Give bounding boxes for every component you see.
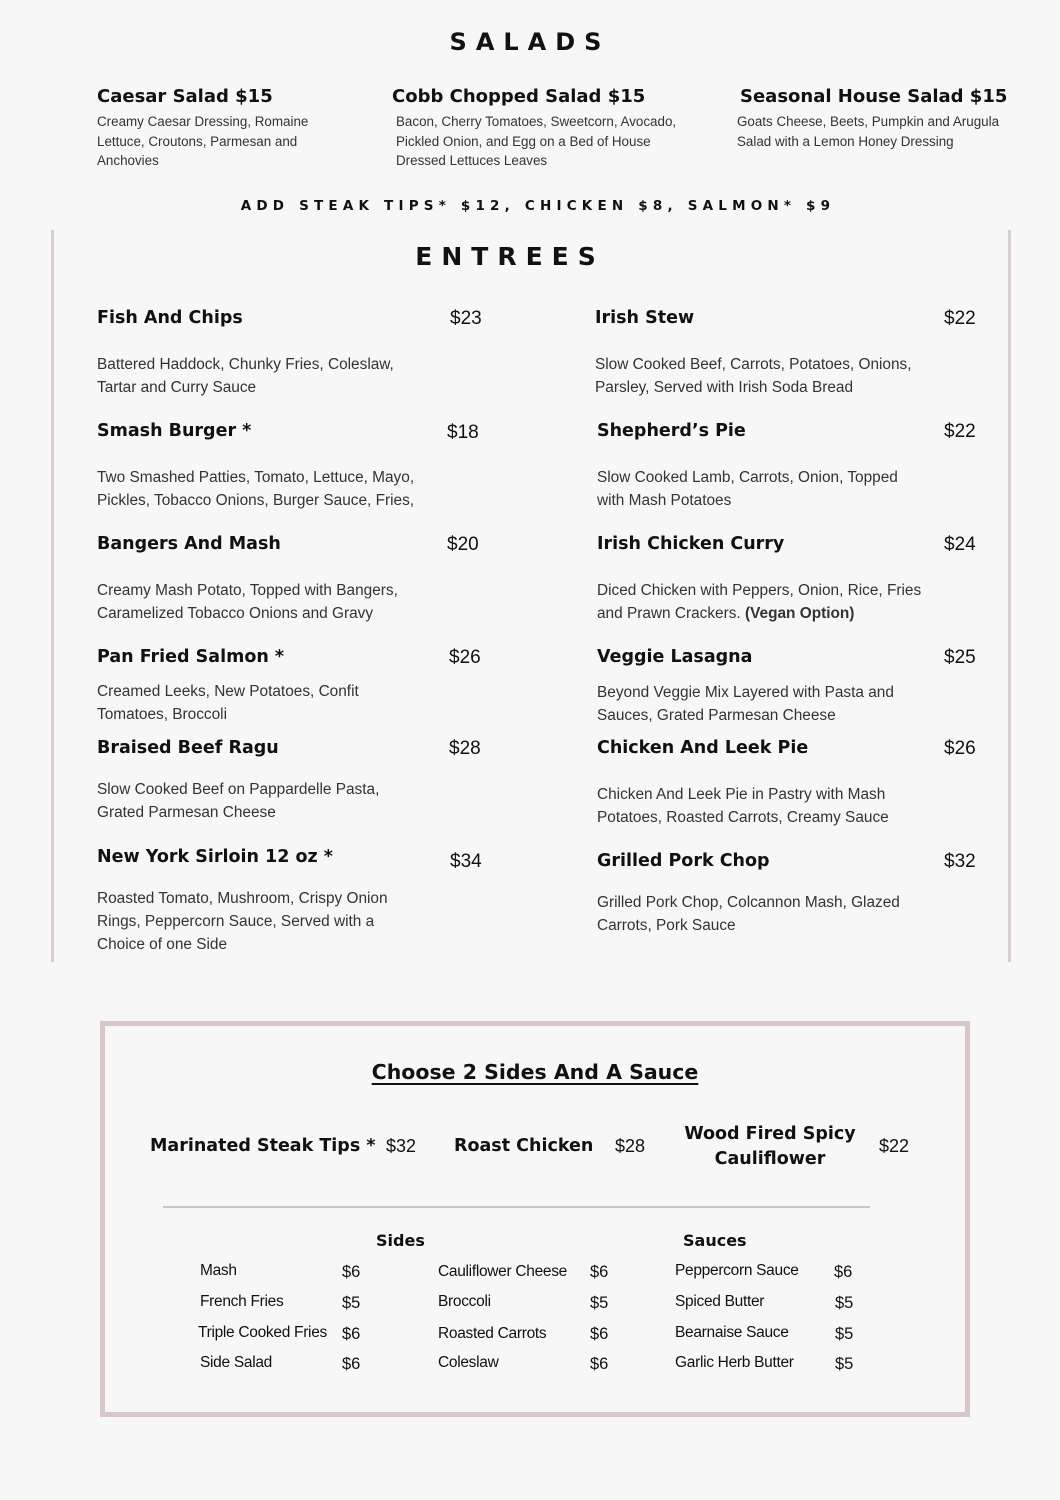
- salad-caesar: [97, 86, 347, 171]
- salad-description: Creamy Caesar Dressing, Romaine Lettuce, Croutons, Parmesan and Anchovies: [97, 114, 309, 168]
- entree-name: Braised Beef Ragu: [97, 738, 279, 758]
- salad-name: Cobb Chopped Salad $15: [392, 86, 646, 107]
- entree-description: Grilled Pork Chop, Colcannon Mash, Glazed Carrots, Pork Sauce: [597, 894, 900, 934]
- side-price: $6: [590, 1325, 609, 1343]
- divider: [163, 1206, 870, 1208]
- sauce-price: $5: [835, 1355, 854, 1373]
- side-price: $5: [342, 1294, 361, 1312]
- side-name: Side Salad: [200, 1354, 272, 1371]
- entree-description: Chicken And Leek Pie in Pastry with Mash Potatoes, Roasted Carrots, Creamy Sauce: [597, 786, 889, 826]
- sides-and-sauce-box: [100, 1021, 970, 1417]
- sauce-name: Bearnaise Sauce: [675, 1324, 789, 1341]
- salad-addons: ADD STEAK TIPS* $12, CHICKEN $8, SALMON* $9: [240, 198, 836, 214]
- entree-price: $24: [944, 534, 976, 555]
- entree-name: Irish Chicken Curry: [597, 534, 785, 554]
- side-price: $6: [590, 1355, 609, 1373]
- sauce-name: Peppercorn Sauce: [675, 1262, 799, 1279]
- side-name: Triple Cooked Fries: [198, 1324, 327, 1341]
- entrees-right-border: [1008, 230, 1011, 962]
- entree-description: Slow Cooked Beef, Carrots, Potatoes, Onions, Parsley, Served with Irish Soda Bread: [595, 356, 912, 396]
- entree-price: $20: [447, 534, 479, 555]
- entree-price: $26: [449, 647, 481, 668]
- entree-name: Chicken And Leek Pie: [597, 738, 809, 758]
- entree-price: $34: [450, 851, 482, 872]
- entree-price: $28: [449, 738, 481, 759]
- entree-description: [597, 579, 942, 625]
- salads-title: SALADS: [449, 28, 611, 56]
- side-price: $5: [590, 1294, 609, 1312]
- sides-box-title: Choose 2 Sides And A Sauce: [371, 1060, 699, 1084]
- salad-seasonal-house: [737, 86, 1017, 151]
- side-name: Mash: [200, 1262, 237, 1279]
- sauce-price: $5: [835, 1294, 854, 1312]
- side-price: $6: [590, 1263, 609, 1281]
- entree-name: Fish And Chips: [97, 308, 243, 328]
- entree-name: Smash Burger *: [97, 421, 252, 441]
- entree-description: Creamed Leeks, New Potatoes, Confit Tomatoes, Broccoli: [97, 683, 359, 723]
- entree-price: $23: [450, 308, 482, 329]
- side-price: $6: [342, 1263, 361, 1281]
- entrees-title: ENTREES: [415, 242, 605, 271]
- entree-name: Veggie Lasagna: [597, 647, 753, 667]
- salad-name: Caesar Salad $15: [97, 86, 273, 107]
- main-name: Roast Chicken: [454, 1136, 594, 1156]
- main-price: $22: [879, 1136, 910, 1156]
- entree-name: Pan Fried Salmon *: [97, 647, 285, 667]
- vegan-option-note: (Vegan Option): [744, 605, 855, 622]
- entree-price: $18: [447, 422, 479, 443]
- side-price: $6: [342, 1325, 361, 1343]
- main-price: $28: [615, 1136, 646, 1156]
- entree-name: Irish Stew: [595, 308, 695, 328]
- salad-description: Bacon, Cherry Tomatoes, Sweetcorn, Avocado, Pickled Onion, and Egg on a Bed of House Dressed Lettuces Leaves: [396, 114, 677, 168]
- side-price: $6: [342, 1355, 361, 1373]
- sauce-name: Spiced Butter: [675, 1293, 765, 1310]
- entree-price: $22: [944, 421, 976, 442]
- side-name: Coleslaw: [438, 1354, 499, 1371]
- sauce-price: $6: [834, 1263, 853, 1281]
- entree-name: Grilled Pork Chop: [597, 851, 770, 871]
- entree-price: $32: [944, 851, 976, 872]
- entree-name: Bangers And Mash: [97, 534, 281, 554]
- entree-price: $22: [944, 308, 976, 329]
- sides-heading: Sides: [376, 1231, 425, 1250]
- entree-description: Roasted Tomato, Mushroom, Crispy Onion Rings, Peppercorn Sauce, Served with a Choice of one Side: [97, 890, 388, 953]
- entree-description: Slow Cooked Beef on Pappardelle Pasta, Grated Parmesan Cheese: [97, 781, 380, 821]
- sauces-heading: Sauces: [683, 1231, 747, 1250]
- entree-description: Battered Haddock, Chunky Fries, Coleslaw, Tartar and Curry Sauce: [97, 356, 394, 396]
- side-name: Cauliflower Cheese: [438, 1263, 567, 1280]
- main-name: Marinated Steak Tips *: [150, 1136, 376, 1156]
- salad-cobb: [392, 86, 682, 171]
- main-price: $32: [386, 1136, 417, 1156]
- entree-description: Beyond Veggie Mix Layered with Pasta and Sauces, Grated Parmesan Cheese: [597, 684, 894, 724]
- entrees-left-border: [51, 230, 54, 962]
- entree-price: $26: [944, 738, 976, 759]
- entree-description: Creamy Mash Potato, Topped with Bangers, Caramelized Tobacco Onions and Gravy: [97, 582, 398, 622]
- entree-name: New York Sirloin 12 oz *: [97, 847, 333, 867]
- salad-name: Seasonal House Salad $15: [740, 86, 1008, 107]
- salad-description: Goats Cheese, Beets, Pumpkin and Arugula Salad with a Lemon Honey Dressing: [737, 114, 1000, 149]
- entree-description: Slow Cooked Lamb, Carrots, Onion, Topped with Mash Potatoes: [597, 469, 898, 509]
- sauce-price: $5: [835, 1325, 854, 1343]
- entree-description-text: Diced Chicken with Peppers, Onion, Rice, Fries and Prawn Crackers.: [597, 582, 922, 622]
- side-name: French Fries: [200, 1293, 284, 1310]
- main-name: Wood Fired Spicy Cauliflower: [684, 1124, 856, 1169]
- side-name: Broccoli: [438, 1293, 491, 1310]
- entree-name: Shepherd’s Pie: [597, 421, 746, 441]
- sauce-name: Garlic Herb Butter: [675, 1354, 794, 1371]
- entree-description: Two Smashed Patties, Tomato, Lettuce, Mayo, Pickles, Tobacco Onions, Burger Sauce, Fries,: [97, 469, 415, 509]
- side-name: Roasted Carrots: [438, 1325, 547, 1342]
- entree-price: $25: [944, 647, 976, 668]
